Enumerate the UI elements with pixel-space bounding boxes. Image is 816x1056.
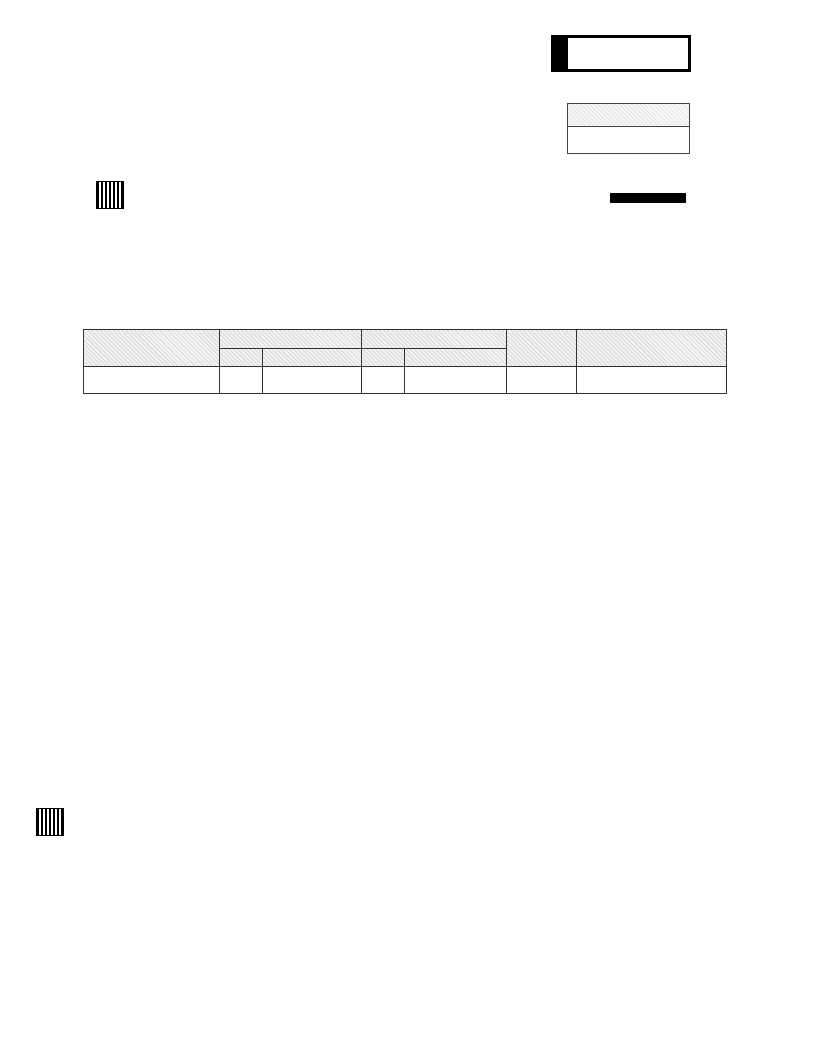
check-number-header [362,349,405,367]
statement-date-value [568,127,689,153]
bank-logo [551,35,691,72]
ending-balance-header [577,330,727,367]
checks-header [362,330,507,349]
account-summary-table [83,329,727,394]
statement-date-box [567,103,690,154]
statement-date-label [568,104,689,127]
service-charges-header [507,330,577,367]
deposit-number-header [220,349,263,367]
beginning-balance-value [84,367,220,394]
deposit-count-value [220,367,263,394]
service-charges-value [507,367,577,394]
deposits-header [220,330,362,349]
check-count-value [362,367,405,394]
amount-debited-header [405,349,507,367]
barcode-icon [36,808,64,836]
amount-credited-header [263,349,362,367]
beginning-balance-header [84,330,220,367]
amount-credited-value [263,367,362,394]
barcode-icon [96,181,124,209]
amount-debited-value [405,367,507,394]
logo-bank [568,38,688,69]
ending-balance-value [577,367,727,394]
redaction-bar [610,193,686,203]
